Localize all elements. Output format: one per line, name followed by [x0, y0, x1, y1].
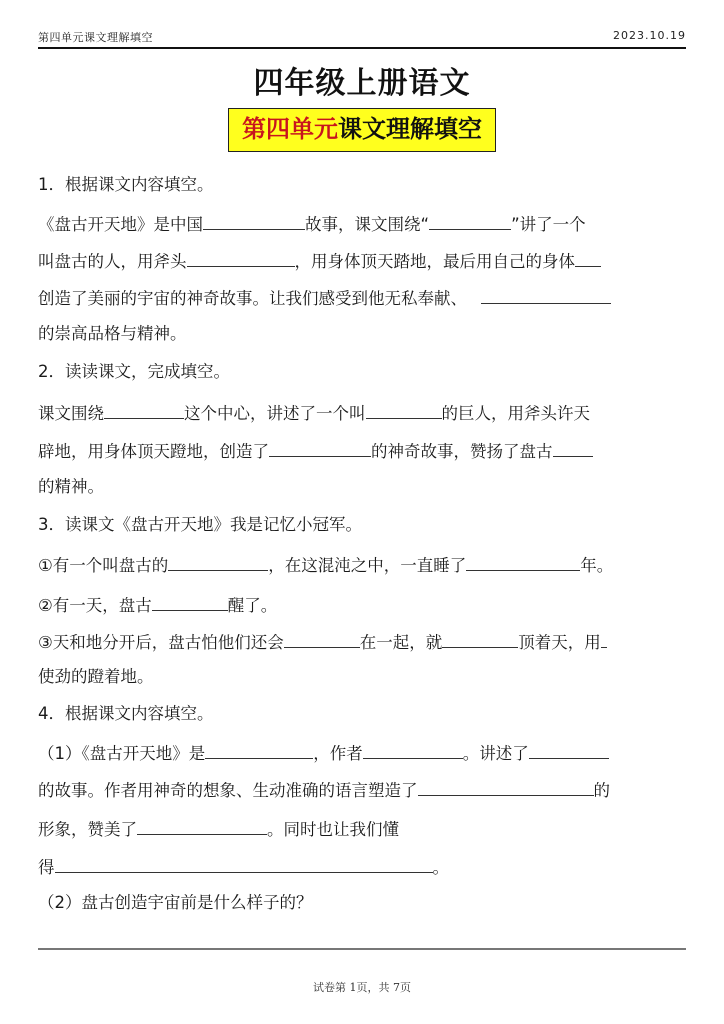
footer-divider [38, 948, 686, 950]
q4-text: 形象，赞美了 [38, 820, 137, 839]
q2-text: 课文围绕 [38, 404, 104, 423]
q1-line-1 [38, 213, 586, 235]
header-date: 2023.10.19 [613, 29, 686, 42]
q3-blank-1[interactable] [168, 554, 268, 571]
q3-text: 年。 [580, 556, 614, 575]
q3-blank-5[interactable] [442, 631, 518, 648]
q3-text: ②有一天，盘古 [38, 596, 152, 615]
q3-blank-6[interactable] [601, 631, 607, 648]
q1-line-3 [38, 287, 611, 309]
q3-blank-4[interactable] [284, 631, 360, 648]
q4-line-2 [38, 779, 610, 801]
subtitle-black-part: 课文理解填空 [338, 115, 482, 143]
q1-text: 叫盘古的人，用斧头 [38, 252, 187, 271]
q2-text: 这个中心，讲述了一个叫 [184, 404, 366, 423]
q2-line-3: 的精神。 [38, 477, 104, 496]
q4-text: 的故事。作者用神奇的想象、生动准确的语言塑造了 [38, 781, 418, 800]
q2-blank-4[interactable] [553, 440, 593, 457]
q3-text: 醒了。 [227, 596, 278, 615]
q1-text: 创造了美丽的宇宙的神奇故事。让我们感受到他无私奉献、 [38, 289, 467, 308]
page-title: 四年级上册语文 [253, 66, 471, 101]
q2-blank-1[interactable] [104, 402, 184, 419]
q1-text: ，用身体顶天踏地，最后用自己的身体 [294, 252, 575, 271]
q4-blank-5[interactable] [137, 818, 267, 835]
q4-blank-4[interactable] [418, 779, 594, 796]
q4-text: 。同时也让我们懂 [267, 820, 399, 839]
q4-text: （1）《盘古开天地》是 [38, 744, 206, 763]
q4-line-4 [38, 856, 449, 878]
q2-text: 的巨人，用斧头许天 [441, 404, 590, 423]
q2-text: 辟地，用身体顶天蹬地，创造了 [38, 442, 269, 461]
q1-blank-3[interactable] [187, 250, 295, 267]
q1-line-2 [38, 250, 601, 272]
q4-blank-2[interactable] [363, 742, 463, 759]
q1-blank-4[interactable] [575, 250, 601, 267]
q3-text: ①有一个叫盘古的 [38, 556, 169, 575]
q4-text: 。 [432, 858, 449, 877]
q1-blank-2[interactable] [429, 213, 511, 230]
q3-line-2 [38, 594, 277, 616]
q3-blank-3[interactable] [152, 594, 228, 611]
q4-line-1 [38, 742, 609, 764]
q3-line-4: 使劲的蹬着地。 [38, 667, 154, 686]
q4-heading: 4．根据课文内容填空。 [38, 704, 214, 723]
q3-text: 在一起，就 [359, 633, 443, 652]
q2-line-2 [38, 440, 593, 462]
q2-text: 的神奇故事，赞扬了盘古 [371, 442, 553, 461]
header-left-title: 第四单元课文理解填空 [38, 31, 153, 44]
q3-text: 顶着天，用 [518, 633, 601, 652]
q1-blank-5[interactable] [481, 287, 611, 304]
subtitle-red-part: 第四单元 [242, 115, 338, 143]
q4-text: 。讲述了 [462, 744, 529, 763]
q3-heading: 3．读课文《盘古开天地》我是记忆小冠军。 [38, 515, 362, 534]
q1-line-4: 的崇高品格与精神。 [38, 324, 187, 343]
q4-sub-question-2: （2）盘古创造宇宙前是什么样子的？ [38, 893, 313, 912]
q3-text: ③天和地分开后，盘古怕他们还会 [38, 633, 284, 652]
q2-blank-2[interactable] [366, 402, 442, 419]
q2-heading: 2．读读课文，完成填空。 [38, 362, 230, 381]
q2-blank-3[interactable] [269, 440, 371, 457]
q4-line-3 [38, 818, 399, 840]
q4-text: 得 [38, 858, 55, 877]
q2-line-1 [38, 402, 590, 424]
page-number: 试卷第 1页，共 7页 [313, 981, 411, 994]
q4-text: 的 [593, 781, 610, 800]
q3-line-3 [38, 631, 607, 653]
q1-blank-1[interactable] [203, 213, 305, 230]
header-divider [38, 47, 686, 49]
q1-text: 《盘古开天地》是中国 [38, 215, 203, 234]
q1-heading: 1．根据课文内容填空。 [38, 175, 214, 194]
q4-blank-6[interactable] [55, 856, 433, 873]
q3-text: ，在这混沌之中，一直睡了 [268, 556, 467, 575]
q1-text: 故事，课文围绕“ [305, 215, 430, 234]
q4-blank-1[interactable] [205, 742, 313, 759]
subtitle-box [228, 108, 496, 152]
q4-text: ，作者 [313, 744, 363, 763]
q4-blank-3[interactable] [529, 742, 609, 759]
q1-text: ”讲了一个 [511, 215, 586, 234]
q3-line-1 [38, 554, 613, 576]
q3-blank-2[interactable] [466, 554, 580, 571]
